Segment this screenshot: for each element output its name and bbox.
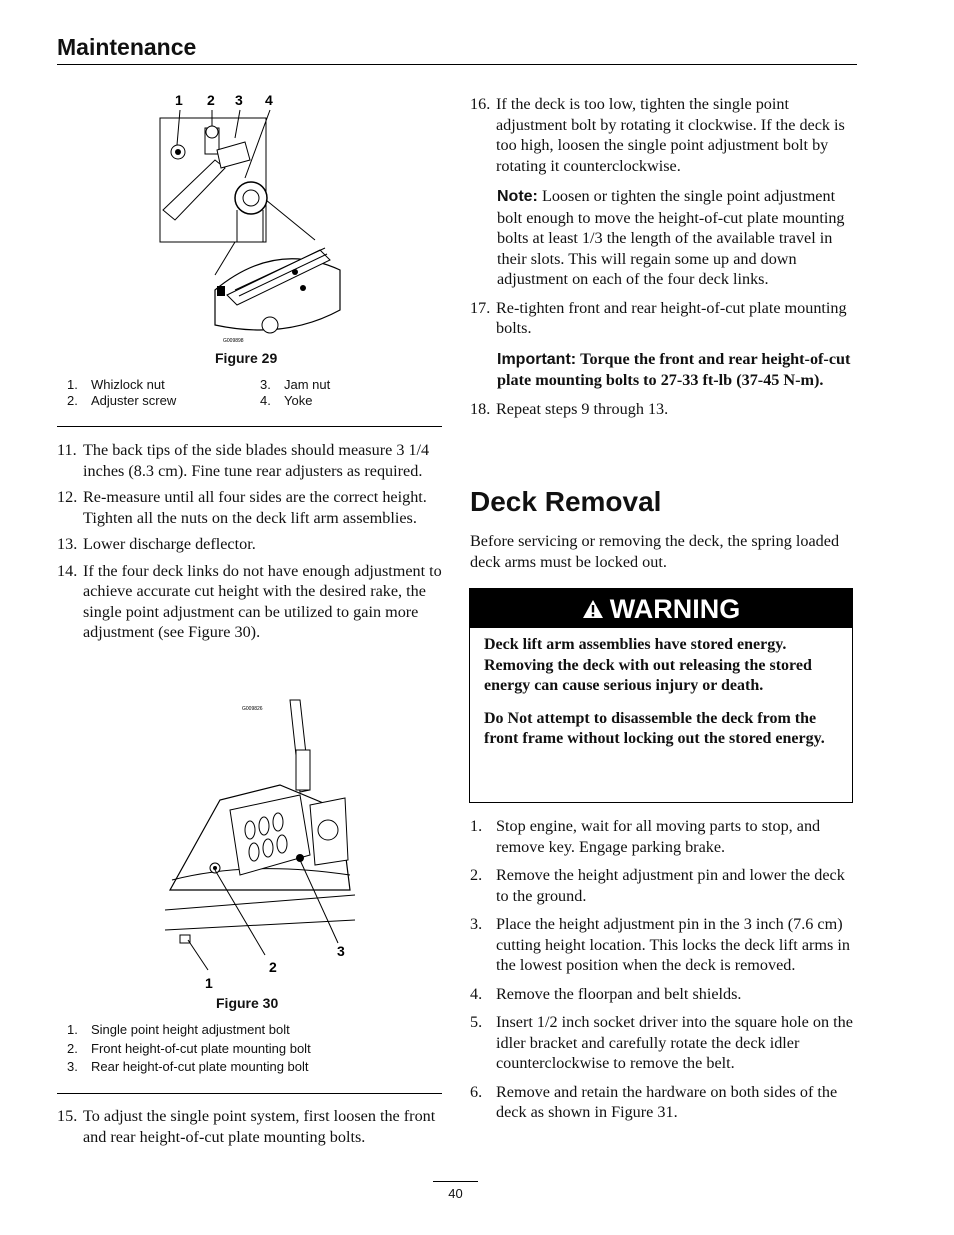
step-12: 12. Re-measure until all four sides are the correct height. Tighten all the nuts on the deck lift arm assemblies.	[57, 488, 427, 527]
figure-30-illustration	[160, 690, 360, 990]
legend-item: 3. Jam nut	[260, 377, 331, 392]
step-18: 18. Repeat steps 9 through 13.	[470, 399, 669, 418]
note-block	[470, 186, 858, 290]
figure-29-callout-2: 2	[207, 92, 215, 108]
legend-item: 4. Yoke	[260, 393, 313, 408]
warning-para-1: Deck lift arm assemblies have stored energy. Removing the deck with out releasing the stored energy can cause serious injury or death.	[484, 636, 812, 694]
removal-step-5: 5. Insert 1/2 inch socket driver into the square hole on the idler bracket and carefully rotate the deck idler counterclockwise to remove the belt.	[470, 1013, 853, 1072]
left-steps-15	[57, 1106, 445, 1153]
deck-removal-steps	[470, 816, 860, 1131]
figure-30-callout-3: 3	[337, 943, 345, 959]
legend-item: 1. Single point height adjustment bolt	[67, 1022, 290, 1037]
removal-step-1: 1. Stop engine, wait for all moving parts to stop, and remove key. Engage parking brake.	[470, 817, 821, 856]
removal-step-6: 6. Remove and retain the hardware on both sides of the deck as shown in Figure 31.	[470, 1082, 838, 1121]
step-17: 17. Re-tighten front and rear height-of-cut plate mounting bolts.	[470, 298, 847, 337]
figure-29-code: G009898	[223, 338, 244, 344]
warning-para-2: Do Not attempt to disassemble the deck from the front frame without locking out the stored energy.	[484, 709, 825, 747]
figure-29-legend-left	[67, 377, 247, 409]
figure-29-callout-1: 1	[175, 92, 183, 108]
footer-rule	[433, 1181, 478, 1182]
page-section-title: Maintenance	[57, 34, 197, 60]
warning-label: WARNING	[609, 594, 741, 624]
legend-item: 2. Front height-of-cut plate mounting bolt	[67, 1040, 311, 1056]
right-steps-16-18	[470, 94, 858, 425]
figure-29-callout-3: 3	[235, 92, 243, 108]
step-13: 13. Lower discharge deflector.	[57, 535, 256, 553]
legend-item: 2. Adjuster screw	[67, 393, 177, 408]
figure-30-rule	[57, 1093, 442, 1094]
note-text: Loosen or tighten the single point adjustment bolt enough to move the height-of-cut plate mounting bolts at least 1/3 the length of the available travel in their slots. This will regain some up and down adjustment on each of the four deck links.	[497, 187, 845, 288]
legend-item: 1. Whizlock nut	[67, 377, 165, 392]
removal-step-3: 3. Place the height adjustment pin in the 3 inch (7.6 cm) cutting height location. This locks the deck lift arms in the lowest position when the deck is removed.	[470, 915, 850, 974]
figure-29-caption: Figure 29	[215, 350, 278, 366]
warning-triangle-icon	[582, 599, 604, 619]
left-steps-11-14	[57, 440, 445, 649]
deck-removal-intro: Before servicing or removing the deck, the spring loaded deck arms must be locked out.	[470, 532, 840, 571]
deck-removal-heading: Deck Removal	[470, 486, 662, 517]
important-text: Torque the front and rear height-of-cut plate mounting bolts to 27-33 ft-lb (37-45 N-m).	[497, 349, 851, 389]
figure-30-code: G009826	[242, 706, 263, 712]
step-11: 11. The back tips of the side blades should measure 3 1/4 inches (8.3 cm). Fine tune rear adjusters as required.	[57, 441, 430, 480]
step-15: 15. To adjust the single point system, first loosen the front and rear height-of-cut plate mounting bolts.	[57, 1107, 436, 1146]
important-label: Important:	[497, 350, 577, 368]
figure-30-caption: Figure 30	[216, 995, 279, 1011]
figure-29-illustration	[155, 90, 355, 348]
important-block	[470, 349, 858, 391]
figure-30-callout-2: 2	[269, 959, 277, 975]
figure-29-legend-right	[260, 377, 440, 409]
figure-30-callout-1: 1	[205, 975, 213, 990]
legend-item: 3. Rear height-of-cut plate mounting bolt	[67, 1059, 309, 1074]
removal-step-2: 2. Remove the height adjustment pin and lower the deck to the ground.	[470, 866, 845, 905]
warning-body	[470, 628, 852, 750]
header-rule	[57, 64, 857, 65]
step-16: 16. If the deck is too low, tighten the single point adjustment bolt by rotating it clockwise. If the deck is too high, loosen the single point adjustment bolt by rotating it counterclockwise.	[470, 95, 845, 175]
figure-29-callout-4: 4	[265, 92, 273, 108]
figure-29-rule	[57, 426, 442, 427]
step-14: 14. If the four deck links do not have enough adjustment to achieve accurate cut height with the desired rake, the single point adjustment can be utilized to gain more adjustment (see Figure 30).	[57, 561, 442, 641]
warning-banner	[470, 589, 852, 628]
page-number: 40	[448, 1186, 463, 1201]
figure-30-legend	[67, 1021, 437, 1077]
note-label: Note:	[497, 188, 538, 205]
removal-step-4: 4. Remove the floorpan and belt shields.	[470, 984, 742, 1003]
warning-box	[469, 588, 853, 803]
